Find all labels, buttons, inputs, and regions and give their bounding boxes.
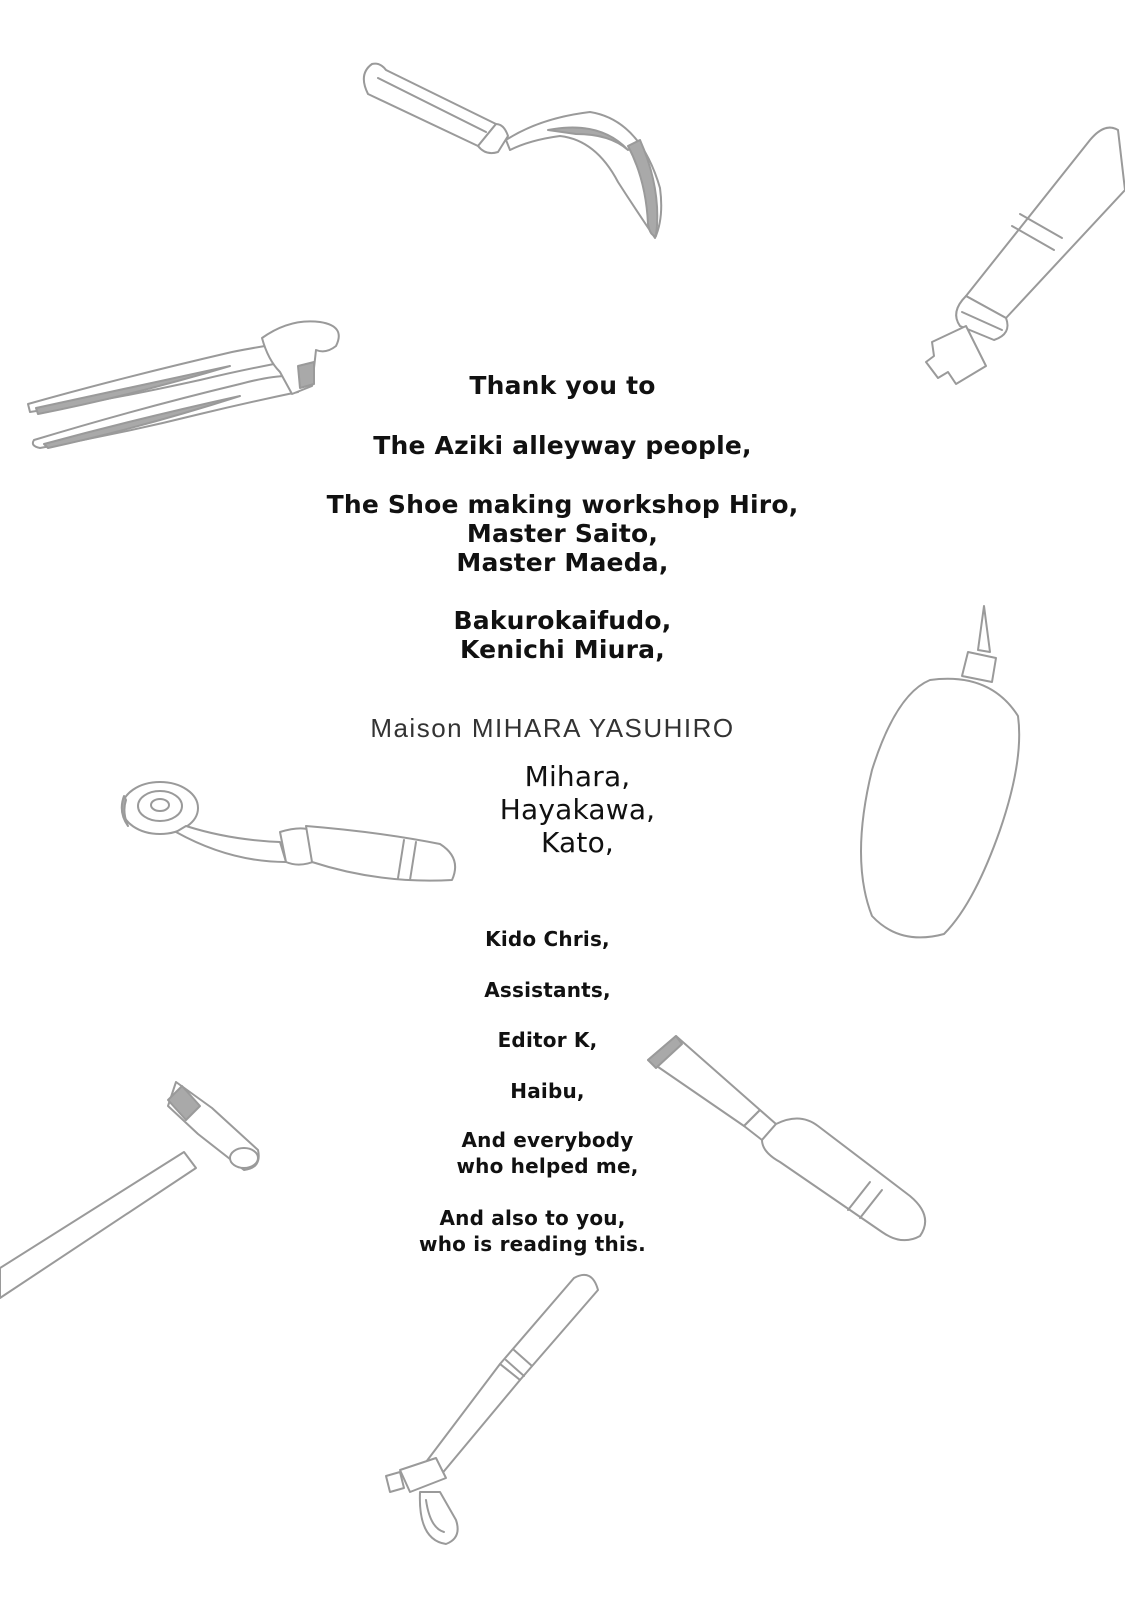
credit-bakuro: Bakurokaifudo, [453, 606, 672, 635]
credit-hayakawa: Hayakawa, [499, 793, 656, 826]
credit-maison: Maison MIHARA YASUHIRO [370, 713, 735, 743]
hammer-icon [0, 1082, 259, 1298]
thank-you-heading: Thank you to [469, 371, 656, 400]
edge-tool-icon [926, 128, 1125, 384]
credit-miura: Kenichi Miura, [460, 635, 665, 664]
credit-reader-line1: And also to you, [439, 1206, 626, 1230]
credit-editor: Editor K, [497, 1028, 598, 1052]
credit-assistants: Assistants, [484, 978, 611, 1002]
credit-saito: Master Saito, [466, 519, 659, 548]
credit-reader-line2: who is reading this. [419, 1232, 646, 1256]
credit-everybody-line2: who helped me, [456, 1154, 639, 1178]
credit-maeda: Master Maeda, [456, 548, 669, 577]
credit-aziki: The Aziki alleyway people, [373, 431, 752, 460]
credit-mihara: Mihara, [524, 760, 631, 793]
credit-kido: Kido Chris, [485, 927, 610, 951]
curved-knife-icon [364, 64, 661, 238]
credit-everybody-line1: And everybody [461, 1128, 634, 1152]
credit-haibu: Haibu, [510, 1079, 585, 1103]
awl-icon [386, 1275, 598, 1544]
credit-workshop: The Shoe making workshop Hiro, [326, 490, 799, 519]
credit-kato: Kato, [540, 826, 615, 859]
